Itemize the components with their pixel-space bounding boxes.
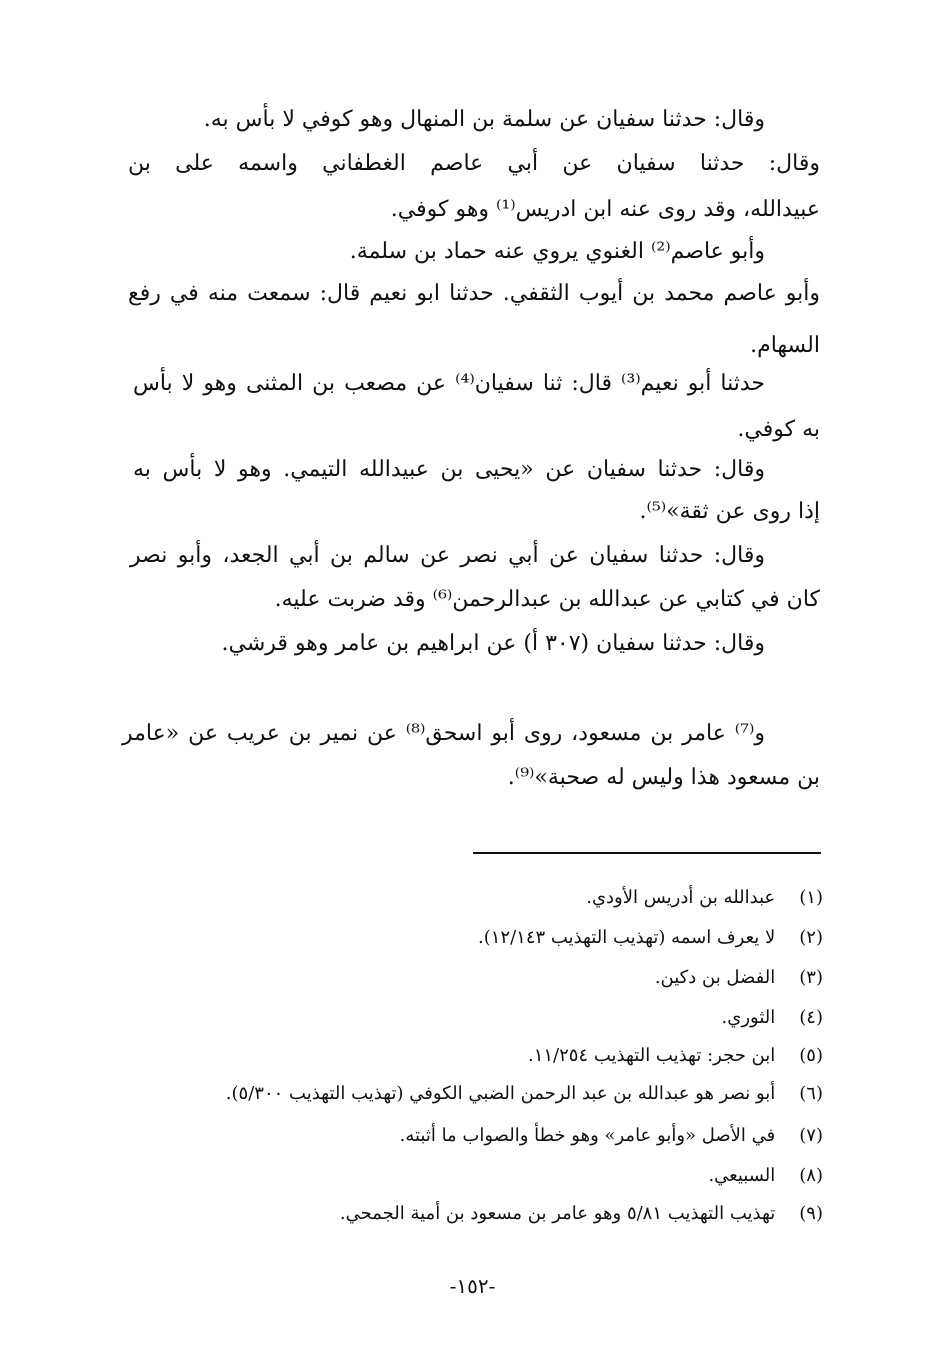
body-line-7: حدثنا أبو نعيم⁽³⁾ قال: ثنا سفيان⁽⁴⁾ عن مصعب بن المثنى وهو لا بأس — [133, 371, 765, 396]
footnote-text: لا يعرف اسمه (تهذيب التهذيب ١٢/١٤٣). — [478, 927, 776, 948]
body-line-6: السهام. — [750, 333, 820, 358]
footnote-number: (٤) — [799, 1007, 823, 1028]
footnote-number: (٩) — [799, 1203, 823, 1224]
footnote-text: تهذيب التهذيب ٥/٨١ وهو عامر بن مسعود بن أمية الجمحي. — [339, 1203, 776, 1224]
footnote-6 — [226, 1080, 823, 1108]
footnote-number: (٣) — [799, 967, 823, 988]
footnote-text: أبو نصر هو عبدالله بن عبد الرحمن الضبي الكوفي (تهذيب التهذيب ٥/٣٠٠). — [225, 1083, 776, 1104]
footnote-3 — [655, 964, 823, 992]
body-line-11: وقال: حدثنا سفيان عن أبي نصر عن سالم بن أبي الجعد، وأبو نصر — [130, 543, 765, 568]
footnote-text: الثوري. — [721, 1007, 776, 1028]
body-line-5: وأبو عاصم محمد بن أيوب الثقفي. حدثنا ابو نعيم قال: سمعت منه في رفع — [128, 281, 820, 306]
footnote-9 — [340, 1200, 823, 1228]
body-line-3: عبيدالله، وقد روى عنه ابن ادريس⁽¹⁾ وهو كوفي. — [390, 197, 820, 222]
body-line-1: وقال: حدثنا سفيان عن سلمة بن المنهال وهو كوفي لا بأس به. — [203, 107, 765, 132]
footnote-number: (٢) — [799, 927, 823, 948]
footnote-4 — [722, 1004, 823, 1032]
body-line-9: وقال: حدثنا سفيان عن «يحيى بن عبيدالله التيمي. وهو لا بأس به — [133, 457, 765, 482]
body-line-12: كان في كتابي عن عبدالله بن عبدالرحمن⁽⁶⁾ وقد ضربت عليه. — [274, 587, 820, 612]
body-line-8: به كوفي. — [737, 417, 820, 442]
body-line-10: إذا روى عن ثقة»⁽⁵⁾. — [639, 499, 820, 524]
footnote-text: ابن حجر: تهذيب التهذيب ١١/٢٥٤. — [527, 1045, 776, 1066]
footnote-separator — [473, 852, 821, 854]
footnote-number: (١) — [799, 887, 823, 908]
footnote-text: السبيعي. — [708, 1165, 776, 1186]
footnote-number: (٥) — [799, 1045, 823, 1066]
footnote-8 — [708, 1162, 823, 1190]
footnote-7 — [400, 1122, 823, 1150]
footnote-number: (٨) — [799, 1165, 823, 1186]
footnote-1 — [586, 884, 823, 912]
body-line-15: بن مسعود هذا وليس له صحبة»⁽⁹⁾. — [507, 765, 820, 790]
footnote-text: عبدالله بن أدريس الأودي. — [586, 887, 776, 908]
footnote-2 — [478, 924, 823, 952]
footnote-5 — [528, 1042, 823, 1070]
body-line-13: وقال: حدثنا سفيان (٣٠٧ أ) عن ابراهيم بن عامر وهو قرشي. — [221, 631, 765, 656]
footnote-text: الفضل بن دكين. — [654, 967, 776, 988]
body-line-14: و⁽⁷⁾ عامر بن مسعود، روى أبو اسحق⁽⁸⁾ عن نمير بن عريب عن «عامر — [122, 721, 765, 746]
body-line-4: وأبو عاصم⁽²⁾ الغنوي يروي عنه حماد بن سلمة. — [349, 239, 765, 264]
page-number: -١٥٢- — [449, 1274, 496, 1298]
body-line-2: وقال: حدثنا سفيان عن أبي عاصم الغطفاني واسمه على بن — [128, 151, 820, 176]
footnote-number: (٧) — [799, 1125, 823, 1146]
footnote-text: في الأصل «وأبو عامر» وهو خطأ والصواب ما أثبته. — [399, 1125, 776, 1146]
footnote-number: (٦) — [799, 1083, 823, 1104]
